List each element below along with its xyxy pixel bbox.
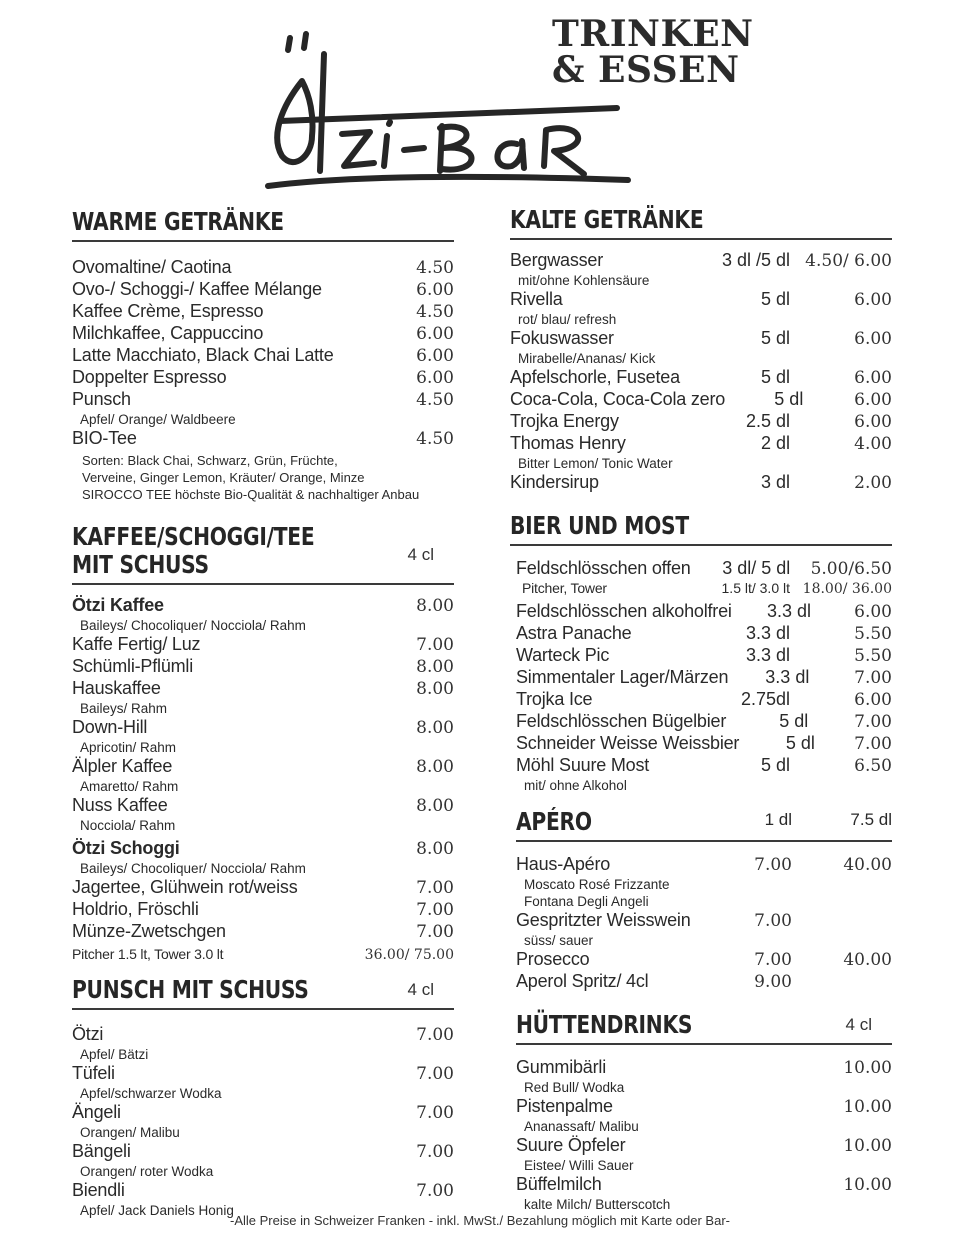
- menu-item: [516, 689, 892, 711]
- menu-item: [72, 345, 454, 367]
- item-price: 4.50/ 6.00: [805, 251, 892, 271]
- item-price: 2.00: [854, 473, 892, 493]
- menu-item: [72, 428, 454, 450]
- menu-item: [72, 1102, 454, 1124]
- item-price: 10.00: [843, 1058, 892, 1078]
- item-description: Apfel/ Orange/ Waldbeere: [80, 412, 236, 427]
- menu-item: [72, 389, 454, 411]
- item-price-1dl: 9.00: [754, 972, 792, 992]
- apero-units: [712, 810, 892, 836]
- item-size: 3.3 dl: [745, 645, 790, 665]
- item-price: 5.00/6.50: [810, 559, 892, 579]
- item-description: Fontana Degli Angeli: [524, 894, 649, 909]
- menu-item: [72, 921, 454, 943]
- item-size: 2 dl: [760, 433, 790, 453]
- item-price: 7.00: [854, 712, 892, 732]
- menu-item: [72, 899, 454, 921]
- section-title: BIER UND MOST: [510, 511, 689, 540]
- item-description: süss/ sauer: [524, 933, 594, 948]
- item-price: 7.00: [854, 734, 892, 754]
- section-bier-und-most: [510, 512, 892, 794]
- item-price: 7.00: [416, 1181, 454, 1201]
- item-description: mit/ohne Kohlensäure: [518, 273, 650, 288]
- menu-item: [72, 254, 454, 279]
- menu-item: [510, 328, 892, 350]
- item-price: 8.00: [416, 757, 454, 777]
- item-size: 5 dl: [760, 367, 790, 387]
- menu-item: [516, 755, 892, 777]
- section-title: PUNSCH MIT SCHUSS: [72, 975, 309, 1004]
- item-price-1dl: 7.00: [754, 855, 792, 875]
- menu-item: [510, 367, 892, 389]
- item-name: Kaffe Fertig/ Luz: [72, 634, 201, 654]
- item-name: Ötzi: [72, 1024, 104, 1044]
- item-price: 6.00: [416, 324, 454, 344]
- section-unit: 4 cl: [845, 1015, 872, 1034]
- item-price: 7.00: [416, 900, 454, 920]
- item-price: 36.00/ 75.00: [364, 947, 454, 963]
- item-name: Warteck Pic: [516, 645, 610, 665]
- item-description: Red Bull/ Wodka: [524, 1080, 625, 1095]
- section-header: [72, 208, 454, 242]
- section-unit: 4 cl: [407, 980, 434, 999]
- item-name: Ängeli: [72, 1102, 121, 1122]
- item-name: Prosecco: [516, 949, 590, 969]
- item-name: Doppelter Espresso: [72, 367, 227, 387]
- item-price: 6.00: [854, 602, 892, 622]
- item-price: 10.00: [843, 1097, 892, 1117]
- item-price: 7.00: [416, 1103, 454, 1123]
- item-name: Feldschlösschen offen: [516, 558, 691, 578]
- item-price: 7.00: [416, 878, 454, 898]
- menu-item: [516, 910, 892, 932]
- item-name: Down-Hill: [72, 717, 148, 737]
- item-price-1dl: 7.00: [754, 911, 792, 931]
- item-price: 7.00: [416, 1142, 454, 1162]
- item-price: 8.00: [416, 657, 454, 677]
- item-price: 7.00: [416, 922, 454, 942]
- menu-item: [516, 1096, 892, 1118]
- item-size: 3.3 dl: [767, 601, 812, 621]
- item-price: 4.50: [416, 302, 454, 322]
- tea-note-3: SIROCCO TEE höchste Bio-Qualität & nachhaltiger Anbau: [82, 487, 420, 502]
- item-name: Möhl Suure Most: [516, 755, 650, 775]
- section-punsch-mit-schuss: [72, 976, 454, 1219]
- item-name: Ötzi Kaffee: [72, 595, 164, 615]
- item-name: Ötzi Schoggi: [72, 838, 180, 858]
- item-name: Kindersirup: [510, 472, 599, 492]
- item-name: Trojka Ice: [516, 689, 593, 709]
- menu-item: [72, 1141, 454, 1163]
- menu-item: [516, 1174, 892, 1196]
- tagline-line-2: & ESSEN: [552, 49, 740, 91]
- right-column: [510, 206, 892, 1213]
- section-unit: 4 cl: [407, 545, 434, 564]
- menu-item-pitcher: [72, 946, 454, 964]
- item-name: Punsch: [72, 389, 131, 409]
- menu-item: [516, 667, 892, 689]
- menu-item: [510, 250, 892, 272]
- item-description: Orangen/ Malibu: [80, 1125, 180, 1140]
- item-name: Gespritzter Weisswein: [516, 910, 691, 930]
- item-price: 6.00: [854, 390, 892, 410]
- item-price: 10.00: [843, 1136, 892, 1156]
- unit-7-5dl: 7.5 dl: [850, 810, 892, 829]
- section-apero: [510, 808, 892, 993]
- menu-item: [516, 1057, 892, 1079]
- item-price: 8.00: [416, 679, 454, 699]
- menu-item: [516, 580, 892, 598]
- item-name: Simmentaler Lager/Märzen: [516, 667, 729, 687]
- item-price-bottle: 40.00: [843, 855, 892, 875]
- item-description: Apfel/schwarzer Wodka: [80, 1086, 222, 1101]
- item-price: 18.00/ 36.00: [802, 581, 892, 597]
- item-name: Latte Macchiato, Black Chai Latte: [72, 345, 334, 365]
- section-header: [72, 976, 454, 1010]
- left-column: [72, 208, 454, 1219]
- item-price: 7.00: [854, 668, 892, 688]
- menu-item: [516, 601, 892, 623]
- item-name: Schneider Weisse Weissbier: [516, 733, 740, 753]
- item-price: 5.50: [854, 646, 892, 666]
- item-price: 7.00: [416, 635, 454, 655]
- item-size: 3 dl/ 5 dl: [722, 558, 791, 578]
- unit-1dl: 1 dl: [764, 810, 792, 829]
- item-name: Bergwasser: [510, 250, 604, 270]
- item-name: Tüfeli: [72, 1063, 115, 1083]
- tea-note-2: Verveine, Ginger Lemon, Kräuter/ Orange, Minze: [82, 470, 365, 485]
- item-price: 4.50: [416, 429, 454, 449]
- item-name: Ovomaltine/ Caotina: [72, 257, 232, 277]
- item-price: 7.00: [416, 1025, 454, 1045]
- item-name: Kaffee Crème, Espresso: [72, 301, 264, 321]
- item-size: 3 dl /5 dl: [721, 250, 790, 270]
- section-title-line-2: MIT SCHUSS: [72, 550, 209, 579]
- section-title: WARME GETRÄNKE: [72, 207, 284, 236]
- item-description: Mirabelle/Ananas/ Kick: [518, 351, 656, 366]
- item-name: Biendli: [72, 1180, 125, 1200]
- item-name: Jagertee, Glühwein rot/weiss: [72, 877, 298, 897]
- item-price: 5.50: [854, 624, 892, 644]
- menu-item: [72, 279, 454, 301]
- section-header: [516, 808, 892, 842]
- menu-item: [72, 678, 454, 700]
- item-description: Apfel/ Bätzi: [80, 1047, 149, 1062]
- menu-item: [516, 623, 892, 645]
- item-name: Fokuswasser: [510, 328, 614, 348]
- item-price: 6.00: [854, 412, 892, 432]
- section-title: KALTE GETRÄNKE: [510, 205, 704, 234]
- item-description: Bitter Lemon/ Tonic Water: [518, 456, 673, 471]
- item-name: Hauskaffee: [72, 678, 161, 698]
- item-size: 3 dl: [760, 472, 790, 492]
- item-name: Thomas Henry: [510, 433, 626, 453]
- item-description: Amaretto/ Rahm: [80, 779, 179, 794]
- item-price: 6.00: [416, 368, 454, 388]
- item-size: 5 dl: [760, 289, 790, 309]
- item-name: Gummibärli: [516, 1057, 607, 1077]
- menu-item: [72, 838, 454, 860]
- section-title: HÜTTENDRINKS: [516, 1010, 693, 1039]
- item-name: Aperol Spritz/ 4cl: [516, 971, 649, 991]
- section-warme-getraenke: [72, 208, 454, 503]
- item-description: Moscato Rosé Frizzante: [524, 877, 670, 892]
- menu-item: [72, 795, 454, 817]
- item-name: Astra Panache: [516, 623, 632, 643]
- item-description: Nocciola/ Rahm: [80, 818, 176, 833]
- item-description: Apricotin/ Rahm: [80, 740, 177, 755]
- item-name: Rivella: [510, 289, 563, 309]
- item-size: 2.5 dl: [745, 411, 790, 431]
- item-price: 8.00: [416, 596, 454, 616]
- section-title: [72, 523, 314, 579]
- item-name: Schümli-Pflümli: [72, 656, 194, 676]
- menu-item: [516, 711, 892, 733]
- menu-item: [516, 1135, 892, 1157]
- item-price: 6.00: [416, 346, 454, 366]
- item-name: Haus-Apéro: [516, 854, 611, 874]
- item-price: 6.00: [854, 329, 892, 349]
- item-name: Pitcher 1.5 lt, Tower 3.0 lt: [72, 946, 224, 962]
- item-name: Coca-Cola, Coca-Cola zero: [510, 389, 726, 409]
- section-header: [510, 512, 892, 546]
- section-header: [516, 1011, 892, 1045]
- item-price-1dl: 7.00: [754, 950, 792, 970]
- section-kalte-getraenke: [510, 206, 892, 494]
- item-description: rot/ blau/ refresh: [518, 312, 617, 327]
- item-description: Baileys/ Rahm: [80, 701, 168, 716]
- item-name: Büffelmilch: [516, 1174, 602, 1194]
- menu-item: [516, 733, 892, 755]
- item-description: kalte Milch/ Butterscotch: [524, 1197, 671, 1212]
- menu-item: [72, 717, 454, 739]
- item-name: Pitcher, Tower: [522, 580, 607, 596]
- menu-item: [72, 1024, 454, 1046]
- menu-item: [510, 433, 892, 455]
- section-kaffee-mit-schuss: [72, 523, 454, 964]
- item-name: Älpler Kaffee: [72, 756, 173, 776]
- item-price: 4.50: [416, 390, 454, 410]
- item-size: 5 dl: [774, 389, 804, 409]
- item-name: Feldschlösschen alkoholfrei: [516, 601, 732, 621]
- tagline: [552, 13, 754, 91]
- menu-item: [72, 1180, 454, 1202]
- item-name: Apfelschorle, Fusetea: [510, 367, 680, 387]
- item-description: Baileys/ Chocoliquer/ Nocciola/ Rahm: [80, 861, 306, 876]
- item-name: Münze-Zwetschgen: [72, 921, 226, 941]
- menu-item: [72, 595, 454, 617]
- item-name: BIO-Tee: [72, 428, 137, 448]
- menu-item: [510, 389, 892, 411]
- item-price: 10.00: [843, 1175, 892, 1195]
- item-price: 6.00: [416, 280, 454, 300]
- menu-item: [510, 472, 892, 494]
- menu-item: [72, 367, 454, 389]
- menu-item: [72, 656, 454, 678]
- menu-item: [72, 301, 454, 323]
- item-name: Pistenpalme: [516, 1096, 613, 1116]
- section-title-line-1: KAFFEE/SCHOGGI/TEE: [72, 522, 315, 551]
- item-price: 4.50: [416, 258, 454, 278]
- menu-item: [516, 558, 892, 580]
- menu-item: [516, 971, 892, 993]
- menu-item: [72, 877, 454, 899]
- footer-note: -Alle Preise in Schweizer Franken - inkl. MwSt./ Bezahlung möglich mit Karte oder Bar-: [230, 1213, 730, 1228]
- item-description: Orangen/ roter Wodka: [80, 1164, 214, 1179]
- item-price: 8.00: [416, 796, 454, 816]
- section-header: [72, 523, 454, 585]
- item-name: Holdrio, Fröschli: [72, 899, 199, 919]
- item-name: Bängeli: [72, 1141, 131, 1161]
- item-name: Suure Öpfeler: [516, 1135, 626, 1155]
- item-description: mit/ ohne Alkohol: [524, 778, 627, 793]
- item-price: 6.50: [854, 756, 892, 776]
- item-name: Nuss Kaffee: [72, 795, 168, 815]
- item-price: 7.00: [416, 1064, 454, 1084]
- menu-item: [510, 289, 892, 311]
- item-size: 1.5 lt/ 3.0 lt: [721, 580, 790, 596]
- item-description: Eistee/ Willi Sauer: [524, 1158, 634, 1173]
- item-price: 6.00: [854, 368, 892, 388]
- tea-note-1: Sorten: Black Chai, Schwarz, Grün, Früchte,: [82, 453, 338, 468]
- item-description: Ananassaft/ Malibu: [524, 1119, 639, 1134]
- item-size: 3.3 dl: [765, 667, 810, 687]
- menu-item: [516, 854, 892, 876]
- menu-item: [72, 1063, 454, 1085]
- item-description: Baileys/ Chocoliquer/ Nocciola/ Rahm: [80, 618, 306, 633]
- section-huettendrinks: [510, 1011, 892, 1213]
- item-name: Ovo-/ Schoggi-/ Kaffee Mélange: [72, 279, 322, 299]
- menu-item: [510, 411, 892, 433]
- section-title: APÉRO: [516, 807, 592, 836]
- item-size: 5 dl: [760, 755, 790, 775]
- item-price: 6.00: [854, 690, 892, 710]
- item-size: 3.3 dl: [745, 623, 790, 643]
- item-price: 8.00: [416, 839, 454, 859]
- menu-item: [72, 756, 454, 778]
- item-price-bottle: 40.00: [843, 950, 892, 970]
- item-description: Apfel/ Jack Daniels Honig: [80, 1203, 234, 1218]
- menu-item: [516, 645, 892, 667]
- item-price: 8.00: [416, 718, 454, 738]
- item-size: 5 dl: [785, 733, 815, 753]
- item-size: 5 dl: [760, 328, 790, 348]
- menu-item: [72, 634, 454, 656]
- menu-item: [516, 949, 892, 971]
- item-size: 2.75dl: [740, 689, 790, 709]
- tagline-line-1: TRINKEN: [552, 13, 754, 55]
- item-name: Milchkaffee, Cappuccino: [72, 323, 264, 343]
- item-price: 6.00: [854, 290, 892, 310]
- item-price: 4.00: [854, 434, 892, 454]
- item-size: 5 dl: [779, 711, 809, 731]
- beer-list: [510, 558, 892, 794]
- item-name: Trojka Energy: [510, 411, 619, 431]
- item-name: Feldschlösschen Bügelbier: [516, 711, 727, 731]
- menu-item: [72, 323, 454, 345]
- section-header: [510, 206, 892, 240]
